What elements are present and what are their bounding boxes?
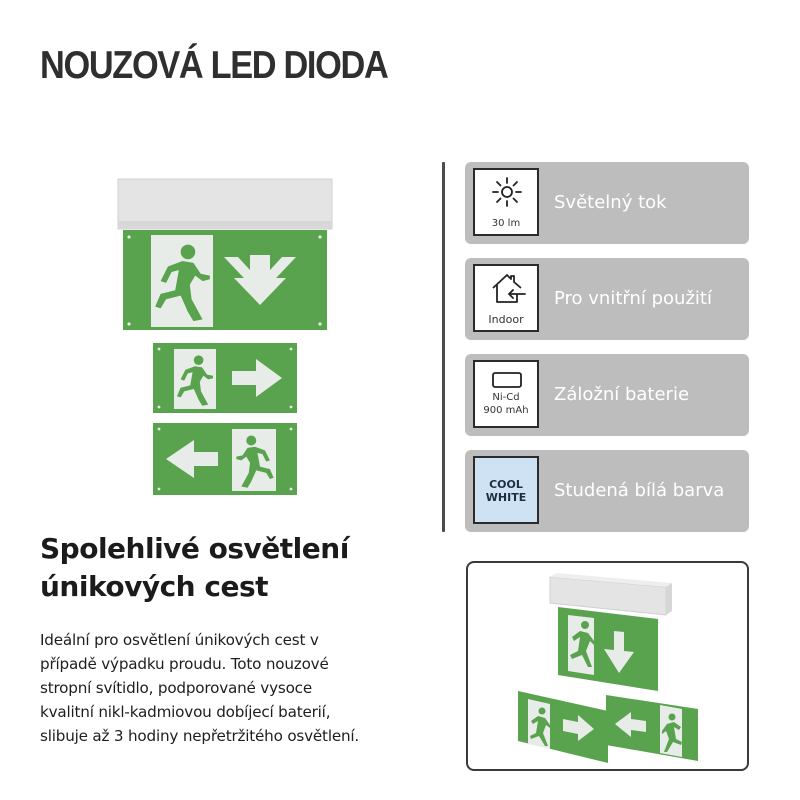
sign-left — [153, 423, 297, 495]
ceiling-sign — [118, 179, 332, 330]
house-indoor-icon — [489, 272, 527, 306]
description-line: případě výpadku proudu. Toto nouzové — [40, 655, 329, 673]
page-title: NOUZOVÁ LED DIODA — [40, 44, 388, 87]
description-line: kvalitní nikl-kadmiovou dobíjecí baterií, — [40, 703, 331, 721]
description-line: slibuje až 3 hodiny nepřetržitého osvětlení. — [40, 727, 360, 745]
description-paragraph — [40, 628, 359, 748]
battery-badge — [473, 360, 539, 428]
battery-type: Ni-Cd — [492, 392, 520, 403]
headline-line1: Spolehlivé osvětlení — [40, 532, 349, 565]
feature-label: Záložní baterie — [554, 384, 690, 405]
sign-right — [153, 343, 297, 413]
luminous-flux-value: 30 lm — [491, 218, 521, 229]
description-line: stropní svítidlo, podporované vysoce — [40, 679, 312, 697]
vertical-divider — [442, 162, 445, 532]
indoor-caption: Indoor — [488, 313, 524, 326]
cool-white-icon — [473, 456, 539, 524]
feature-backup-battery — [465, 354, 749, 436]
feature-label: Světelný tok — [554, 192, 667, 213]
section-headline — [40, 530, 349, 606]
product-photo-frame — [466, 561, 749, 771]
feature-label: Pro vnitřní použití — [554, 288, 712, 309]
sun-icon — [491, 176, 523, 208]
luminous-flux-badge — [473, 168, 539, 236]
battery-capacity: 900 mAh — [483, 405, 529, 416]
description-line: Ideální pro osvětlení únikových cest v — [40, 631, 319, 649]
indoor-badge — [473, 264, 539, 332]
feature-cool-white — [465, 450, 749, 532]
product-photo — [468, 563, 749, 771]
feature-luminous-flux — [465, 162, 749, 244]
feature-indoor — [465, 258, 749, 340]
product-illustration — [110, 175, 340, 505]
battery-icon — [492, 372, 522, 388]
cool-text-line1: COOL — [489, 478, 523, 491]
headline-line2: únikových cest — [40, 570, 268, 603]
feature-label: Studená bílá barva — [554, 480, 725, 501]
cool-text-line2: WHITE — [485, 491, 527, 504]
